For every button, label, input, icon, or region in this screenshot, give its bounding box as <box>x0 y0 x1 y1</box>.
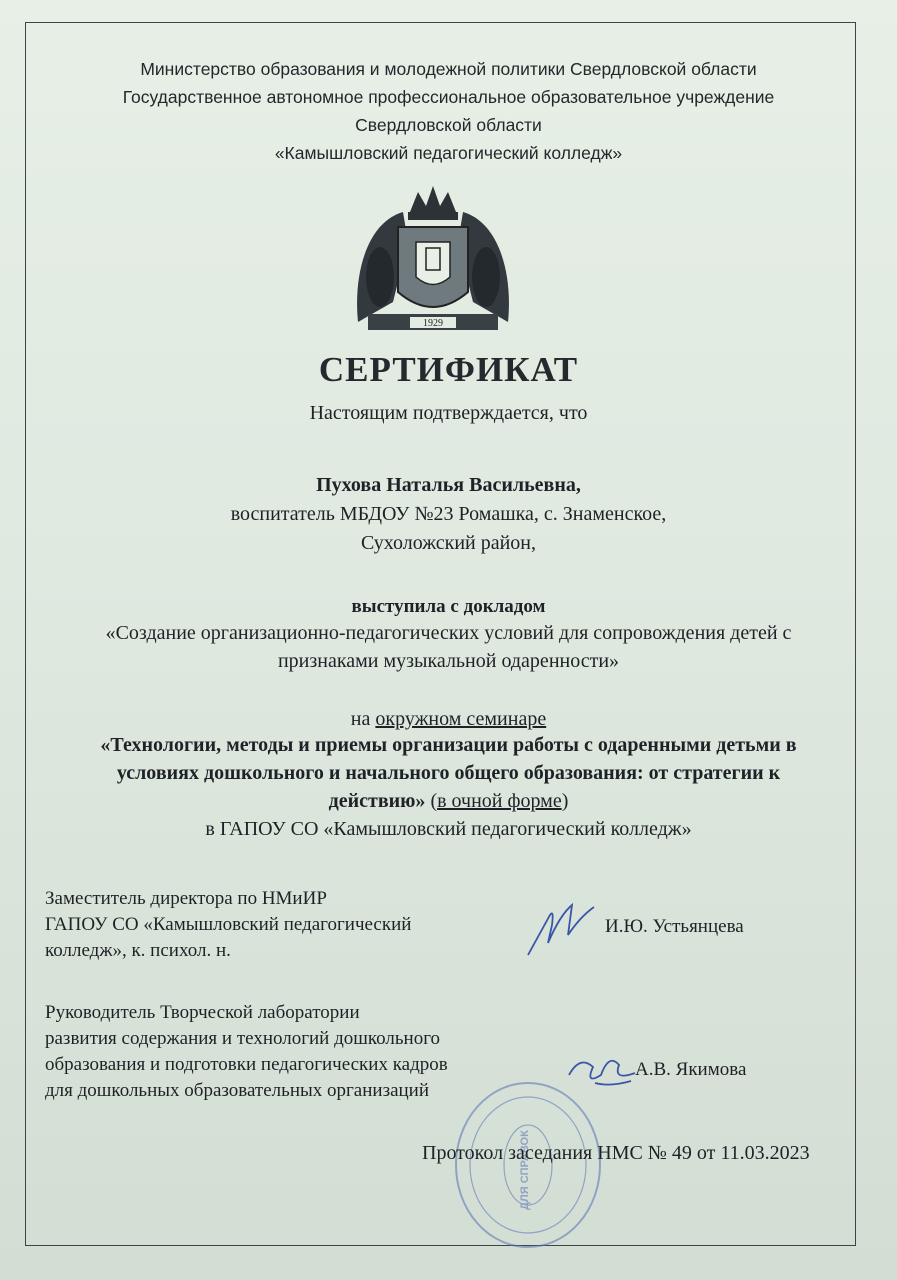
signatory-1-title-line: колледж», к. психол. н. <box>45 940 231 961</box>
signature-1 <box>520 895 600 965</box>
seminar-venue: в ГАПОУ СО «Камышловский педагогический колледж» <box>205 818 692 840</box>
signatory-2-title-line: Руководитель Творческой лаборатории <box>45 1002 360 1023</box>
signatory-1-name: И.Ю. Устьянцева <box>605 916 744 937</box>
intro-text: Настоящим подтверждается, что <box>309 402 588 424</box>
seminar-title-line3 <box>40 790 857 813</box>
seminar-form: в очной форме <box>437 790 562 812</box>
certificate-title: СЕРТИФИКАТ <box>318 350 579 389</box>
report-title-line1: «Создание организационно-педагогических условий для сопровождения детей с <box>105 622 792 644</box>
recipient-district: Сухоложский район, <box>360 532 537 554</box>
seminar-form-open: ( <box>430 790 438 812</box>
signatory-2-title-line: образования и подготовки педагогических кадров <box>45 1054 448 1075</box>
protocol-line: Протокол заседания НМС № 49 от 11.03.2023 <box>422 1142 810 1164</box>
signatory-1-title-line: ГАПОУ СО «Камышловский педагогический <box>45 914 412 935</box>
report-title-line2: признаками музыкальной одаренности» <box>277 650 620 672</box>
seminar-form-close: ) <box>561 790 569 812</box>
signatory-2-name: А.В. Якимова <box>635 1059 747 1080</box>
seminar-type: окружном семинаре <box>375 708 547 730</box>
official-stamp <box>448 1075 608 1255</box>
college-emblem <box>348 182 518 342</box>
signatory-1-title-line: Заместитель директора по НМиИР <box>45 888 327 909</box>
seminar-title-end: действию» <box>328 790 426 812</box>
signatory-2-title-line: для дошкольных образовательных организаций <box>45 1080 430 1101</box>
ministry-name: Министерство образования и молодежной политики Свердловской области <box>140 59 757 79</box>
stamp-text: ДЛЯ СПРАВОК <box>519 1130 531 1210</box>
seminar-title-line2: условиях дошкольного и начального общего образования: от стратегии к <box>116 762 781 784</box>
seminar-title-line1: «Технологии, методы и приемы организации работы с одаренными детьми в <box>100 734 797 756</box>
signatory-2-title-line: развития содержания и технологий дошкольного <box>45 1028 441 1049</box>
signatory-1-title <box>45 886 411 964</box>
college-name: «Камышловский педагогический колледж» <box>274 143 623 163</box>
emblem-year: 1929 <box>423 318 443 329</box>
recipient-position: воспитатель МБДОУ №23 Ромашка, с. Знаменское, <box>230 503 667 525</box>
recipient-name: Пухова Наталья Васильевна, <box>316 474 581 496</box>
institution-type: Государственное автономное профессиональное образовательное учреждение <box>122 87 775 107</box>
seminar-type-line <box>40 708 857 731</box>
report-heading: выступила с докладом <box>351 596 546 617</box>
institution-region: Свердловской области <box>355 115 542 135</box>
seminar-prefix: на <box>350 708 371 730</box>
signatory-2-title <box>45 1000 448 1104</box>
